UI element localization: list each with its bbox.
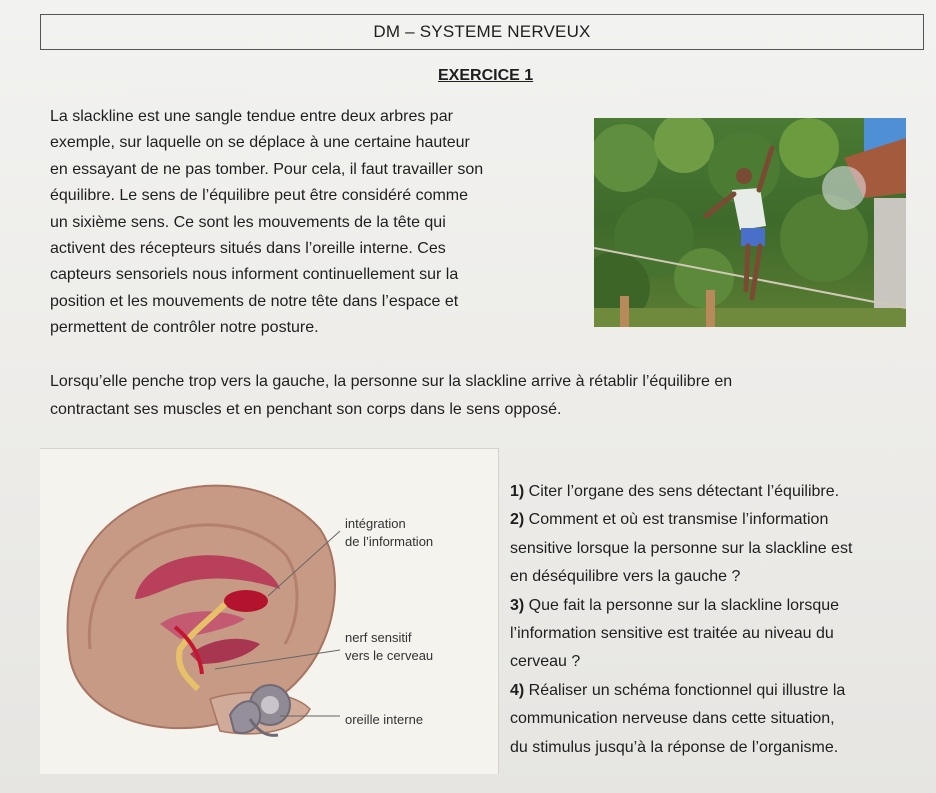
question-line: sensitive lorsque la personne sur la slackline est <box>510 539 853 557</box>
question-line: en déséquilibre vers la gauche ? <box>510 568 741 586</box>
intro-line: exemple, sur laquelle on se déplace à une certaine hauteur <box>50 134 470 152</box>
integration-zone <box>224 590 268 612</box>
intro-line: permettent de contrôler notre posture. <box>50 319 319 337</box>
situation-line: contractant ses muscles et en penchant son corps dans le sens opposé. <box>50 401 562 418</box>
intro-line: un sixième sens. Ce sont les mouvements de la tête qui <box>50 213 446 231</box>
exercise-heading: EXERCICE 1 <box>438 67 534 84</box>
question-line: cerveau ? <box>510 653 581 671</box>
situation-paragraph <box>50 368 910 424</box>
brain-outline <box>68 486 335 729</box>
document-title: DM – SYSTEME NERVEUX <box>373 22 591 41</box>
intro-line: activent des récepteurs situés dans l’oreille interne. Ces <box>50 240 446 258</box>
slackline-photo-image <box>594 118 906 327</box>
questions-list <box>510 478 926 762</box>
question-line: du stimulus jusqu’à la réponse de l’organisme. <box>510 738 839 756</box>
situation-line: Lorsqu’elle penche trop vers la gauche, la personne sur la slackline arrive à rétablir l’équilibre en <box>50 373 733 390</box>
intro-paragraph <box>50 104 582 342</box>
question-line: 4) Réaliser un schéma fonctionnel qui illustre la <box>510 681 846 699</box>
intro-line: position et les mouvements de notre tête dans l’espace et <box>50 292 459 310</box>
document-title-box <box>40 14 924 50</box>
label-inner-ear: oreille interne <box>345 712 424 727</box>
question-line: l’information sensitive est traitée au niveau du <box>510 625 834 643</box>
label-sensory-nerve: nerf sensitif vers le cerveau <box>345 630 434 663</box>
slackline-photo <box>594 118 906 327</box>
label-integration: intégration de l’information <box>345 516 434 549</box>
question-line: communication nerveuse dans cette situation, <box>510 710 835 728</box>
intro-line: équilibre. Le sens de l’équilibre peut être considéré comme <box>50 187 469 205</box>
question-line: 3) Que fait la personne sur la slackline lorsque <box>510 596 840 614</box>
question-line: 2) Comment et où est transmise l’information <box>510 511 829 529</box>
intro-line: en essayant de ne pas tomber. Pour cela, il faut travailler son <box>50 160 484 178</box>
brain-illustration <box>40 449 498 774</box>
question-line: 1) Citer l’organe des sens détectant l’équilibre. <box>510 483 840 500</box>
intro-line: capteurs sensoriels nous informent continuellement sur la <box>50 266 459 284</box>
intro-line: La slackline est une sangle tendue entre deux arbres par <box>50 108 453 125</box>
brain-ear-diagram <box>40 448 499 774</box>
